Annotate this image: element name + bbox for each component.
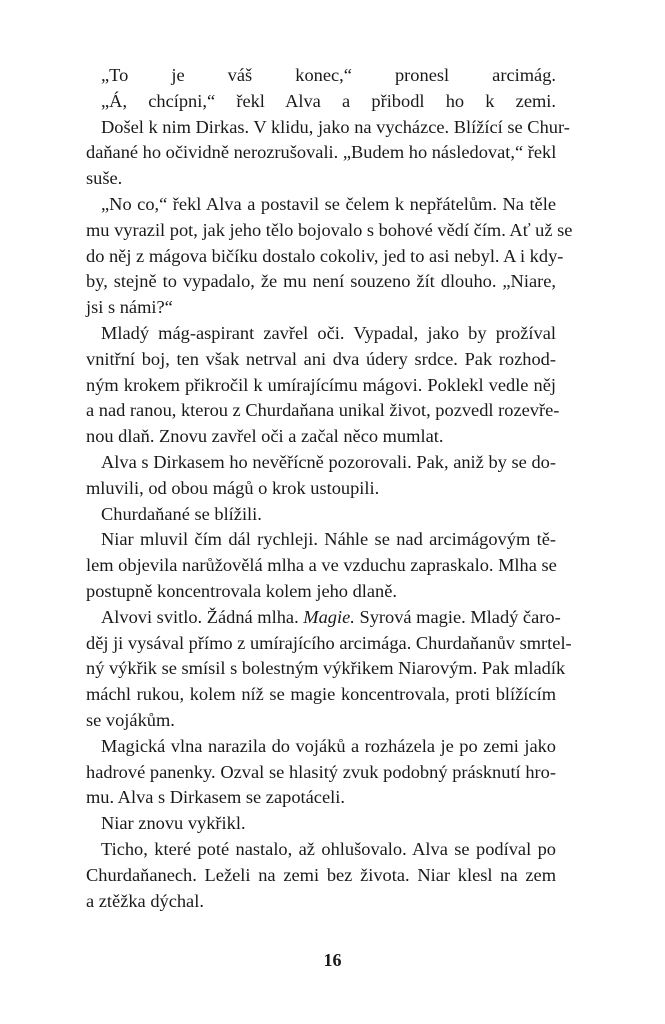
text-line: mu vyrazil pot, jak jeho tělo bojovalo s bohové vědí čím. Ať už se	[86, 219, 573, 240]
body-text	[86, 63, 573, 914]
text-line: lem objevila narůžovělá mlha a ve vzduchu zapraskalo. Mlha se	[86, 555, 557, 576]
text-line: postupně koncentrovala kolem jeho dlaně.	[86, 580, 398, 601]
text-line: „Á, chcípni,“ řekl Alva a přibodl ho k zemi.	[101, 90, 556, 111]
text-line: Alva s Dirkasem ho nevěřícně pozorovali. Pak, aniž by se do-	[101, 451, 556, 472]
text-line: a nad ranou, kterou z Churdaňana unikal život, pozvedl rozevře-	[86, 400, 560, 421]
text-line: do něj z mágova bičíku dostalo cokoliv, jed to asi nebyl. A i kdy-	[86, 245, 564, 266]
text-line: Mladý mág-aspirant zavřel oči. Vypadal, jako by prožíval	[101, 322, 556, 343]
text-line: suše.	[86, 168, 123, 189]
text-line: nou dlaň. Znovu zavřel oči a začal něco mumlat.	[86, 426, 444, 447]
text-line: vnitřní boj, ten však netrval ani dva údery srdce. Pak rozhod-	[86, 348, 556, 369]
text-line: jsi s námi?“	[86, 297, 173, 318]
text-line: by, stejně to vypadalo, že mu není souzeno žít dlouho. „Niare,	[86, 271, 556, 292]
text-line: Magická vlna narazila do vojáků a rozházela je po zemi jako	[101, 735, 556, 756]
text-line: a ztěžka dýchal.	[86, 890, 204, 911]
text-line: děj ji vysával přímo z umírajícího arcimága. Churdaňanův smrtel-	[86, 632, 572, 653]
text-line: Churdaňanech. Leželi na zemi bez života. Niar klesl na zem	[86, 864, 556, 885]
text-line: „To je váš konec,“ pronesl arcimág.	[101, 65, 556, 85]
text-line: Ticho, které poté nastalo, až ohlušovalo. Alva se podíval po	[101, 838, 556, 859]
text-line: Niar mluvil čím dál rychleji. Náhle se nad arcimágovým tě-	[101, 529, 556, 550]
text-line: Niar znovu vykřikl.	[101, 813, 246, 834]
text-line: mluvili, od obou mágů o krok ustoupili.	[86, 477, 380, 498]
text-line: Churdaňané se blížili.	[101, 503, 262, 524]
text-line: máchl rukou, kolem níž se magie koncentrovala, proti blížícím	[86, 684, 556, 705]
text-line	[86, 605, 561, 631]
page-number: 16	[323, 950, 342, 970]
text-line: Došel k nim Dirkas. V klidu, jako na vycházce. Blížící se Chur-	[101, 116, 570, 137]
text-line: ný výkřik se smísil s bolestným výkřikem Niarovým. Pak mladík	[86, 658, 566, 679]
text-line: daňané ho očividně nerozrušovali. „Budem ho následovat,“ řekl	[86, 142, 557, 163]
text-run: Syrová magie. Mladý čaro-	[354, 606, 561, 627]
text-line: „No co,“ řekl Alva a postavil se čelem k nepřátelům. Na těle	[101, 193, 556, 214]
text-line: hadrové panenky. Ozval se hlasitý zvuk podobný prásknutí hro-	[86, 761, 556, 782]
text-line: ným krokem přikročil k umírajícímu mágovi. Poklekl vedle něj	[86, 374, 556, 395]
text-run-italic: Magie.	[303, 606, 355, 627]
text-line: se vojákům.	[86, 709, 175, 730]
text-run: Alvovi svitlo. Žádná mlha.	[101, 606, 299, 627]
text-line: mu. Alva s Dirkasem se zapotáceli.	[86, 787, 345, 808]
